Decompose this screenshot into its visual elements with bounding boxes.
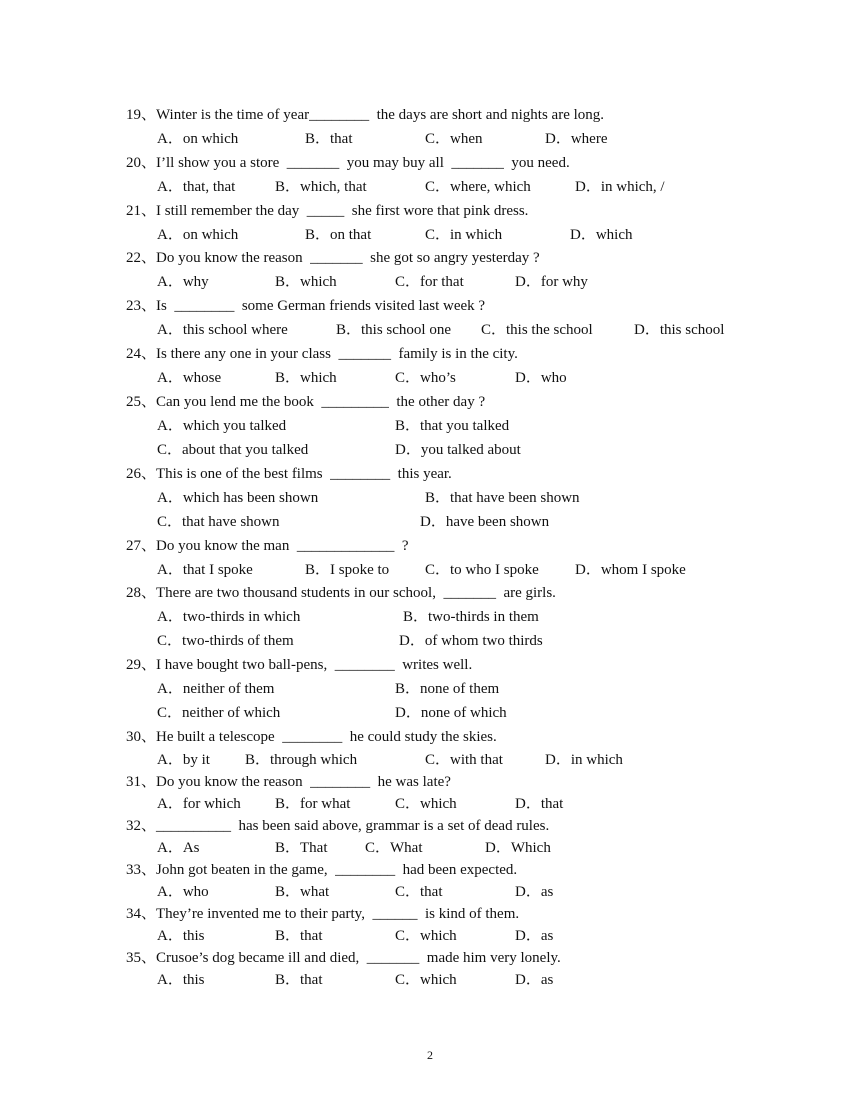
answer-option: B．two-thirds in them (403, 609, 539, 625)
question-stem: 22、Do you know the reason _______ she got so angry yesterday ? (126, 250, 540, 266)
answer-option: D．as (515, 884, 554, 900)
question-stem: 19、Winter is the time of year________ the days are short and nights are long. (126, 107, 605, 123)
question-stem: 35、Crusoe’s dog became ill and died, _______ made him very lonely. (126, 950, 561, 966)
question-stem: 32、__________ has been said above, grammar is a set of dead rules. (126, 818, 550, 834)
answer-option: A．on which (157, 227, 239, 243)
answer-option: B．that (275, 928, 323, 944)
question-stem: 33、John got beaten in the game, ________ had been expected. (126, 862, 518, 878)
answer-option: B．which (275, 274, 337, 290)
answer-option: B．that you talked (395, 418, 510, 434)
answer-option: D．in which, / (575, 179, 665, 195)
answer-option: D．where (545, 131, 608, 147)
answer-option: B．through which (245, 752, 358, 768)
answer-option: A．by it (157, 752, 210, 768)
answer-option: C．this the school (481, 322, 593, 338)
answer-option: B．that have been shown (425, 490, 580, 506)
answer-option: B．none of them (395, 681, 500, 697)
answer-option: C．to who I spoke (425, 562, 539, 578)
question-stem: 20、I’ll show you a store _______ you may buy all _______ you need. (126, 155, 570, 171)
answer-option: A．who (157, 884, 209, 900)
answer-option: A．this (157, 972, 205, 988)
answer-option: C．where, which (425, 179, 531, 195)
question-stem: 27、Do you know the man _____________ ? (126, 538, 409, 554)
answer-option: B．that (275, 972, 323, 988)
answer-option: A．As (157, 840, 200, 856)
answer-option: A．why (157, 274, 209, 290)
answer-option: A．whose (157, 370, 222, 386)
answer-option: A．which you talked (157, 418, 287, 434)
answer-option: B．I spoke to (305, 562, 390, 578)
answer-option: D．as (515, 972, 554, 988)
answer-option: D．in which (545, 752, 623, 768)
answer-option: C．which (395, 796, 457, 812)
answer-option: B．on that (305, 227, 372, 243)
question-stem: 28、There are two thousand students in our school, _______ are girls. (126, 585, 556, 601)
answer-option: C．for that (395, 274, 464, 290)
answer-option: B．for what (275, 796, 351, 812)
question-stem: 34、They’re invented me to their party, ______ is kind of them. (126, 906, 520, 922)
answer-option: A．for which (157, 796, 241, 812)
answer-option: D．none of which (395, 705, 507, 721)
answer-option: A．this (157, 928, 205, 944)
question-stem: 24、Is there any one in your class _______ family is in the city. (126, 346, 518, 362)
question-stem: 21、I still remember the day _____ she first wore that pink dress. (126, 203, 529, 219)
question-stem: 29、I have bought two ball-pens, ________ writes well. (126, 657, 473, 673)
answer-option: C．that (395, 884, 443, 900)
answer-option: D．whom I spoke (575, 562, 686, 578)
answer-option: D．as (515, 928, 554, 944)
answer-option: D．you talked about (395, 442, 521, 458)
answer-option: C．neither of which (157, 705, 281, 721)
question-stem: 25、Can you lend me the book _________ the other day ? (126, 394, 486, 410)
answer-option: D．this school (634, 322, 725, 338)
answer-option: C．which (395, 972, 457, 988)
answer-option: C．when (425, 131, 483, 147)
answer-option: C．which (395, 928, 457, 944)
answer-option: B．what (275, 884, 330, 900)
page-number: 2 (427, 1048, 433, 1062)
answer-option: D．which (570, 227, 633, 243)
answer-option: B．which, that (275, 179, 367, 195)
question-stem: 31、Do you know the reason ________ he was late? (126, 774, 451, 790)
answer-option: D．that (515, 796, 564, 812)
answer-option: A．that I spoke (157, 562, 253, 578)
question-stem: 23、Is ________ some German friends visited last week ? (126, 298, 486, 314)
answer-option: A．which has been shown (157, 490, 319, 506)
answer-option: D．Which (485, 840, 551, 856)
answer-option: A．this school where (157, 322, 288, 338)
answer-option: D．who (515, 370, 567, 386)
answer-option: B．which (275, 370, 337, 386)
answer-option: D．have been shown (420, 514, 550, 530)
answer-option: B．that (305, 131, 353, 147)
answer-option: C．two-thirds of them (157, 633, 294, 649)
answer-option: A．two-thirds in which (157, 609, 301, 625)
answer-option: C．with that (425, 752, 503, 768)
question-stem: 26、This is one of the best films ________ this year. (126, 466, 452, 482)
answer-option: A．on which (157, 131, 239, 147)
answer-option: D．for why (515, 274, 588, 290)
answer-option: C．What (365, 840, 423, 856)
question-stem: 30、He built a telescope ________ he could study the skies. (126, 729, 497, 745)
answer-option: B．That (275, 840, 328, 856)
answer-option: B．this school one (336, 322, 451, 338)
answer-option: C．that have shown (157, 514, 280, 530)
answer-option: C．who’s (395, 370, 456, 386)
answer-option: C．about that you talked (157, 442, 309, 458)
answer-option: A．that, that (157, 179, 236, 195)
answer-option: A．neither of them (157, 681, 275, 697)
answer-option: D．of whom two thirds (399, 633, 543, 649)
answer-option: C．in which (425, 227, 503, 243)
